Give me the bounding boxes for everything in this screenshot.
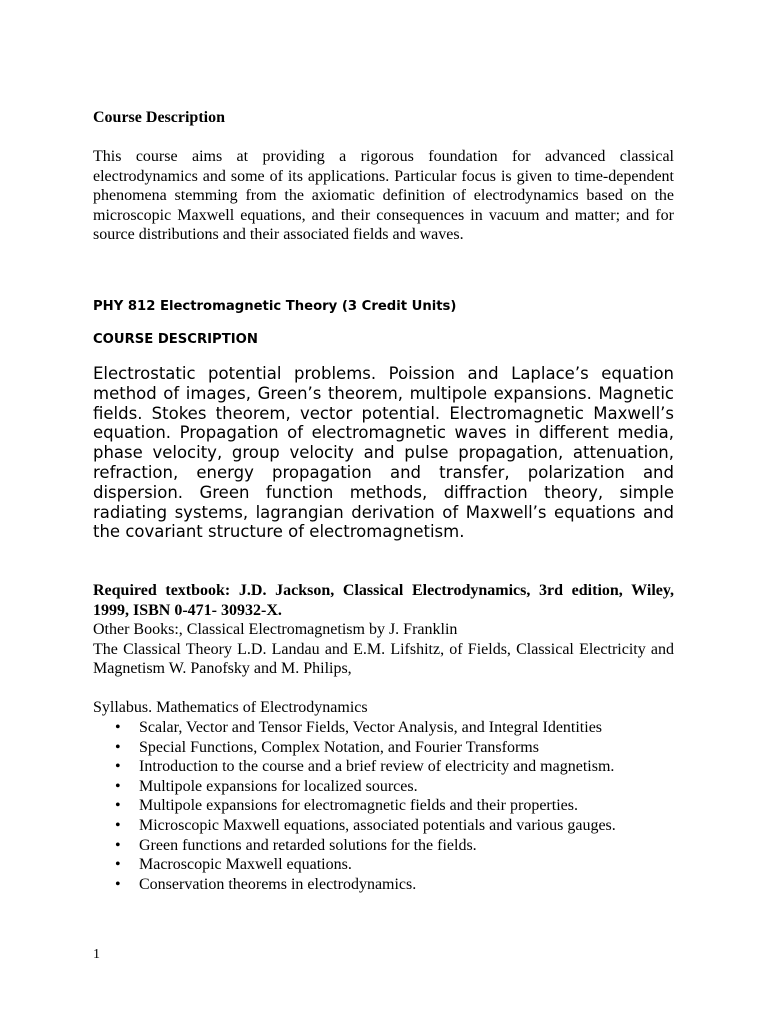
intro-paragraph: This course aims at providing a rigorous foundation for advanced classical electrodynamics and some of its applications. Particular focus is given to time-dependent phenomena stemming from the axiomatic definition of electrodynamics based on the microscopic Maxwell equations, and their consequences in vacuum and matter; and for source distributions and their associated fields and waves. xyxy=(93,148,674,244)
list-item xyxy=(93,718,674,738)
list-item xyxy=(93,836,674,856)
course-title: PHY 812 Electromagnetic Theory (3 Credit Units) xyxy=(93,299,457,314)
syllabus-title: Syllabus. Mathematics of Electrodynamics xyxy=(93,699,368,716)
bullet-icon: • xyxy=(115,719,121,736)
list-item-text: Microscopic Maxwell equations, associated potentials and various gauges. xyxy=(139,816,616,834)
bullet-icon: • xyxy=(115,777,121,795)
list-item xyxy=(93,855,674,875)
bullet-icon: • xyxy=(115,816,121,834)
other-books: Other Books:, Classical Electromagnetism by J. Franklin xyxy=(93,621,458,638)
bullet-icon: • xyxy=(115,797,121,815)
list-item xyxy=(93,875,674,895)
classical-theory-books: The Classical Theory L.D. Landau and E.M. Lifshitz, of Fields, Classical Electricity and Magnetism W. Panofsky and M. Philips, xyxy=(93,640,674,677)
bullet-icon: • xyxy=(115,875,121,893)
list-item-text: Conservation theorems in electrodynamics. xyxy=(139,875,417,893)
list-item xyxy=(93,796,674,816)
list-item xyxy=(93,777,674,797)
list-item-text: Green functions and retarded solutions for the fields. xyxy=(139,836,477,854)
bullet-icon: • xyxy=(115,836,121,854)
bullet-icon: • xyxy=(115,758,121,776)
list-item-text: Scalar, Vector and Tensor Fields, Vector Analysis, and Integral Identities xyxy=(139,719,603,736)
bullet-icon: • xyxy=(115,738,121,756)
required-textbook: Required textbook: J.D. Jackson, Classical Electrodynamics, 3rd edition, Wiley, 1999, ISBN 0-471- 30932-X. xyxy=(93,582,674,619)
list-item-text: Special Functions, Complex Notation, and Fourier Transforms xyxy=(139,738,539,756)
course-description-label: COURSE DESCRIPTION xyxy=(93,332,258,347)
list-item xyxy=(93,816,674,836)
section-heading: Course Description xyxy=(93,109,225,126)
list-item xyxy=(93,738,674,758)
list-item xyxy=(93,757,674,777)
list-item-text: Introduction to the course and a brief review of electricity and magnetism. xyxy=(139,758,615,776)
list-item-text: Macroscopic Maxwell equations. xyxy=(139,856,352,874)
course-description-body: Electrostatic potential problems. Poission and Laplace’s equation method of images, Green’s theorem, multipole expansions. Magnetic fields. Stokes theorem, vector potential. Electromagnetic Maxwell’s equation. Propagation of electromagnetic waves in different media, phase velocity, group velocity and pulse propagation, attenuation, refraction, energy propagation and transfer, polarization and dispersion. Green function methods, diffraction theory, simple radiating systems, lagrangian derivation of Maxwell’s equations and the covariant structure of electromagnetism. xyxy=(93,364,674,542)
bullet-icon: • xyxy=(115,856,121,874)
list-item-text: Multipole expansions for electromagnetic fields and their properties. xyxy=(139,797,578,815)
list-item-text: Multipole expansions for localized sources. xyxy=(139,777,418,795)
page-number: 1 xyxy=(93,947,100,962)
syllabus-list xyxy=(93,718,674,894)
textbook-block xyxy=(93,581,674,679)
